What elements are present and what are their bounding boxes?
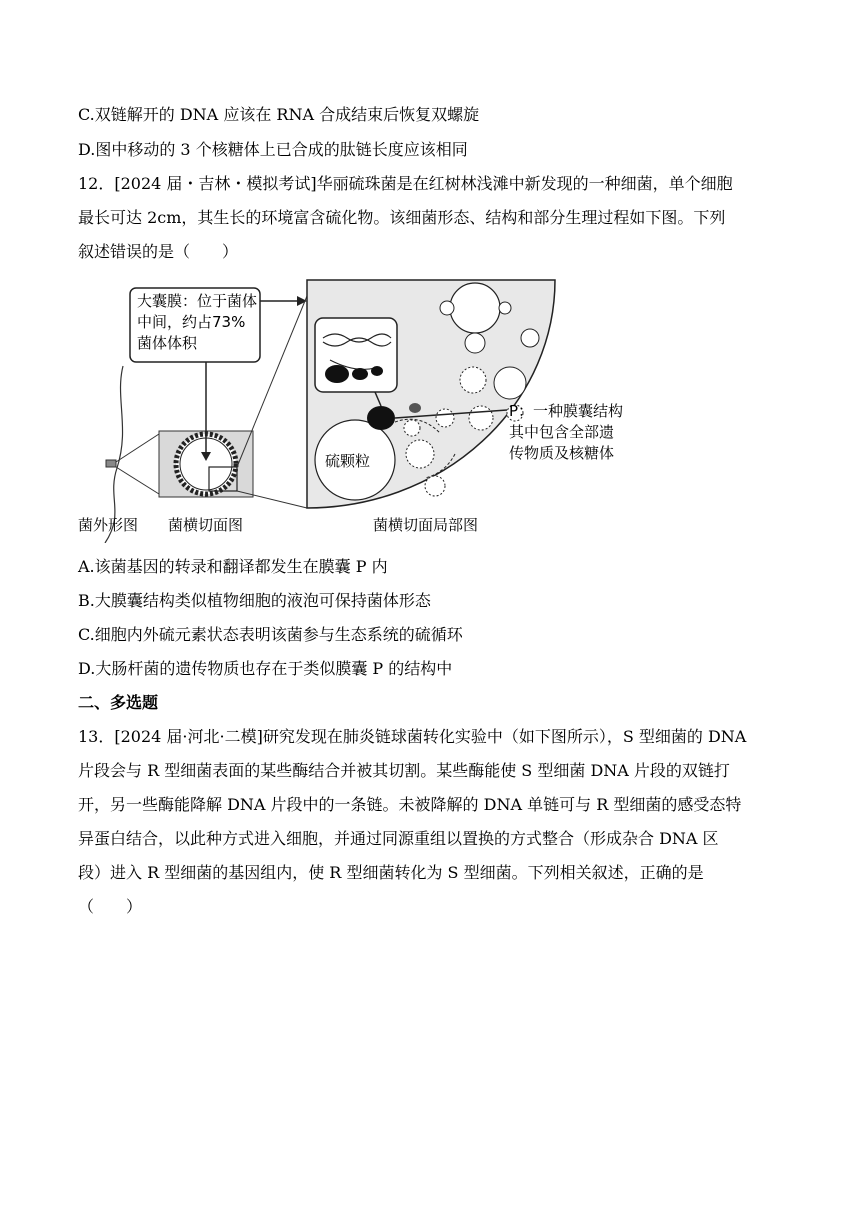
line-d: D.图中移动的 3 个核糖体上已合成的肽链长度应该相同 (78, 140, 468, 159)
callout-1-line-3: 菌体体积 (137, 334, 198, 352)
line-c: C.双链解开的 DNA 应该在 RNA 合成结束后恢复双螺旋 (78, 105, 480, 124)
option-d: D.大肠杆菌的遗传物质也存在于类似膜囊 P 的结构中 (78, 659, 453, 678)
option-a: A.该菌基因的转录和翻译都发生在膜囊 P 内 (78, 557, 388, 576)
q13-line-5: 段）进入 R 型细菌的基因组内，使 R 型细菌转化为 S 型细菌。下列相关叙述，正确的是 (78, 863, 704, 882)
q13-line-1: 13．[2024 届·河北·二模]研究发现在肺炎链球菌转化实验中（如下图所示），S 型细菌的 DNA (78, 727, 747, 746)
callout-p-line-1: P：一种膜囊结构 (509, 402, 624, 420)
q12-line-3: 叙述错误的是（ ） (78, 242, 239, 261)
callout-1-line-1: 大囊膜：位于菌体 (137, 292, 258, 310)
bacteria-figure (75, 268, 635, 543)
section-title: 二、多选题 (78, 693, 159, 712)
caption-external: 菌外形图 (78, 516, 139, 534)
q12-line-2: 最长可达 2cm，其生长的环境富含硫化物。该细菌形态、结构和部分生理过程如下图。下列 (78, 208, 726, 227)
caption-partial: 菌横切面局部图 (373, 516, 479, 534)
q12-line-1: 12．[2024 届・吉林・模拟考试]华丽硫珠菌是在红树林浅滩中新发现的一种细菌，单个细胞 (78, 174, 733, 193)
callout-1-line-2: 中间，约占73% (137, 313, 246, 331)
q13-line-3: 开，另一些酶能降解 DNA 片段中的一条链。未被降解的 DNA 单链可与 R 型细菌的感受态特 (78, 795, 742, 814)
q13-line-4: 异蛋白结合，以此种方式进入细胞，并通过同源重组以置换的方式整合（形成杂合 DNA 区 (78, 829, 719, 848)
q13-line-2: 片段会与 R 型细菌表面的某些酶结合并被其切割。某些酶能使 S 型细菌 DNA 片段的双链打 (78, 761, 730, 780)
membrane-sac-p (367, 406, 395, 430)
callout-p-line-3: 传物质及核糖体 (509, 444, 615, 462)
sulfur-granule-label: 硫颗粒 (325, 452, 371, 470)
zoom-box-p (315, 318, 397, 392)
thread-section (106, 460, 116, 467)
q13-line-6: （ ） (78, 897, 143, 916)
caption-cross-section: 菌横切面图 (168, 516, 244, 534)
callout-p-line-2: 其中包含全部遗 (509, 423, 615, 441)
option-b: B.大膜囊结构类似植物细胞的液泡可保持菌体形态 (78, 591, 431, 610)
option-c: C.细胞内外硫元素状态表明该菌参与生态系统的硫循环 (78, 625, 463, 644)
